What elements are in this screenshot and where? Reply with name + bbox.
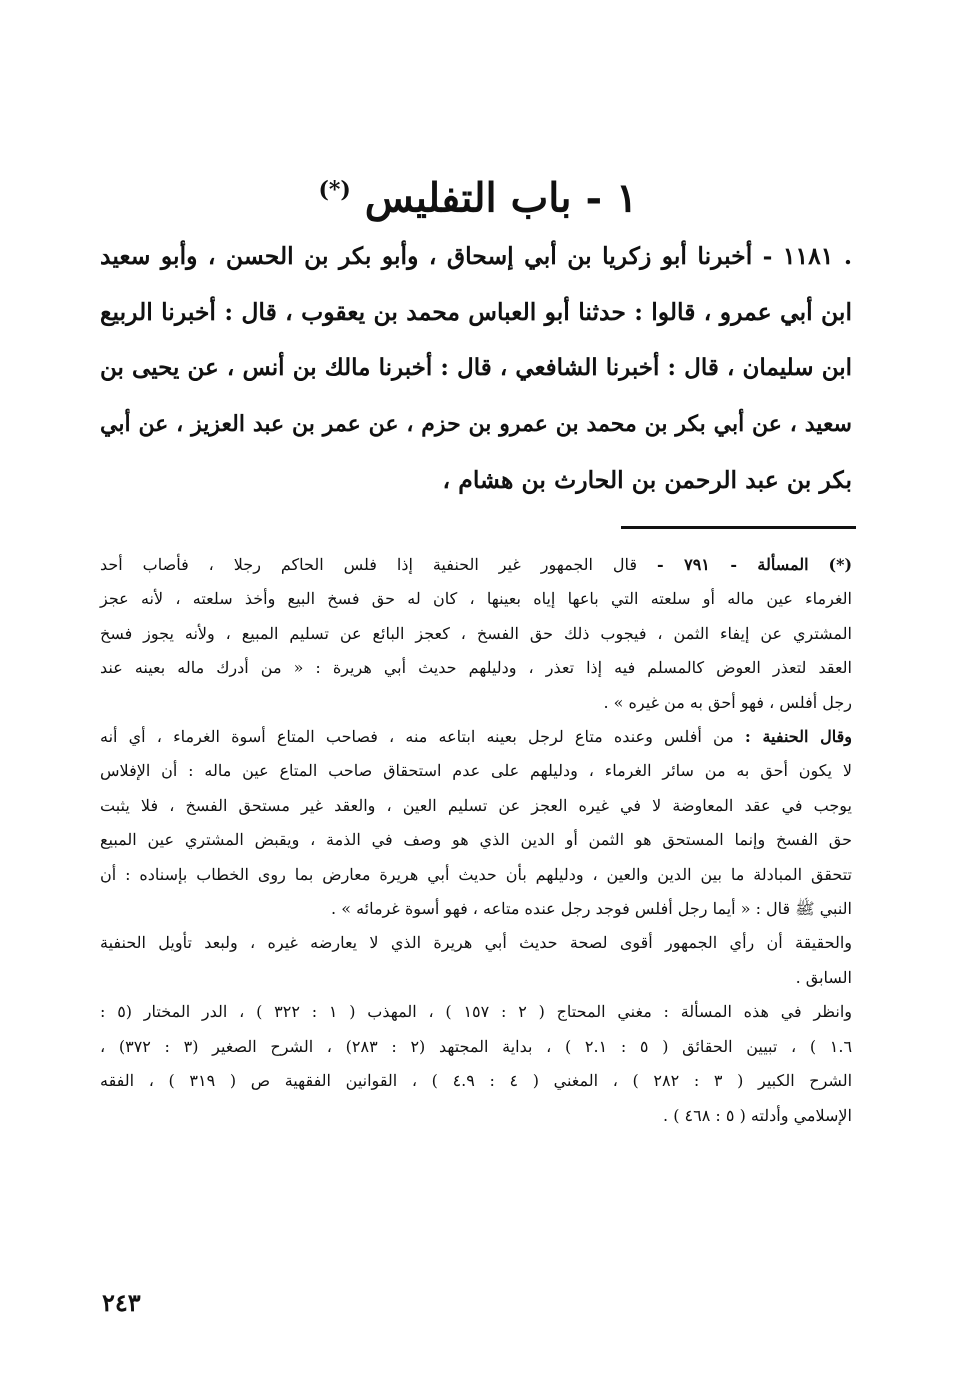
footnote-marker-ref: (*) [828, 555, 853, 574]
footnote-text: قال الجمهور غير الحنفية إذا فلس الحاكم رجلا ، فأصاب أحد [100, 555, 638, 574]
footnote-line: حق الفسخ وإنما المستحق هو الثمن أو الدين الذي هو وصف في الذمة ، ويقبض المشتري عين المبيع [100, 830, 852, 850]
hanafiyya-label: وقال الحنفية : [744, 727, 852, 747]
footnote-marker: (*) [318, 177, 351, 203]
chapter-title-text: ١ - باب التفليس [364, 174, 638, 222]
footnote-line: وانظر في هذه المسألة : مغني المحتاج ( ٢ : ١٥٧ ) ، المهذب ( ١ : ٣٢٢ ) ، الدر المختار (٥ : [100, 1002, 853, 1022]
footnote-text: من أفلس وعنده متاع لرجل بعينه ابتاعه منه ، فصاحب المتاع أسوة الغرماء ، أي أنه [100, 727, 734, 747]
hadith-line: ابن سليمان ، قال : أخبرنا الشافعي ، قال : أخبرنا مالك بن أنس ، عن يحيى بن [100, 354, 852, 381]
hadith-line: سعيد ، عن أبي بكر بن محمد بن عمرو بن حزم ، عن عمر بن عبد العزيز ، عن أبي [100, 411, 852, 437]
footnote-line: تتحقق المبادلة ما بين الدين والعين ، ودليلهم بأن حديث أبي هريرة معارض بما روى الخطاب بإسناده : أن [100, 864, 852, 884]
footnote [100, 548, 852, 1133]
footnote-line: ١.٦ ) ، تبيين الحقائق ( ٥ : ٢.١ ) ، بداية المجتهد (٢ : ٢٨٣) ، الشرح الصغير (٣ : ٣٧٢) ، [100, 1036, 853, 1056]
footnote-line: والحقيقة أن رأي الجمهور أقوى لصحة حديث أبي هريرة الذي لا يعارضه غيره ، ولبعد تأويل الحنفية [100, 933, 852, 953]
footnote-line [100, 720, 852, 754]
footnote-line: الغرماء عين ماله أو سلعته التي باعها إياه بعينها ، كان له حق فسخ البيع وأخذ سلعته ، لأنه عجز [100, 589, 852, 609]
issue-number-label: المسألة - ٧٩١ - [657, 555, 809, 574]
footnote-line: المشتري عن إيفاء الثمن ، فيجوب ذلك حق الفسخ ، كعجز البائع عن تسليم المبيع ، ولأنه يجوز فسخ [100, 623, 853, 643]
hadith-text [100, 228, 852, 508]
hadith-line: بكر بن عبد الرحمن بن الحارث بن هشام ، [442, 466, 852, 494]
footnote-line: العقد لتعذر العوض كالمسلم فيه إذا تعذر ، ودليلهم حديث أبي هريرة : « من أدرك ماله بعينه عند [100, 658, 852, 678]
hadith-line: ابن أبي عمرو ، قالوا : حدثنا أبو العباس محمد بن يعقوب ، قال : أخبرنا الربيع [100, 298, 852, 326]
chapter-title [100, 160, 856, 228]
footnote-line: رجل أفلس ، فهو أحق به من غيره » . [603, 692, 852, 712]
hadith-line: . ١١٨١ - أخبرنا أبو زكريا بن أبي إسحاق ، وأبو بكر بن الحسن ، وأبو سعيد [100, 242, 852, 270]
footnote-line: النبي ﷺ قال : « أيما رجل أفلس فوجد رجل عنده متاعه ، فهو أسوة غرمائه » . [331, 899, 852, 919]
footnote-separator [621, 526, 856, 529]
footnote-line: يوجب في عقد المعاوضة لا في غيره العجز عن تسليم العين ، والعقد غير مستحق الفسخ ، فلا يثبت [100, 795, 852, 815]
footnote-line: السابق . [795, 967, 852, 987]
page-number: ٢٤٣ [102, 1288, 141, 1317]
footnote-line: الإسلامي وأدلته ( ٥ : ٤٦٨ ) . [663, 1105, 852, 1125]
footnote-line: الشرح الكبير ( ٣ : ٢٨٢ ) ، المغني ( ٤ : ٤.٩ ) ، القوانين الفقهية ص ( ٣١٩ ) ، الفقه [100, 1071, 853, 1091]
footnote-line [100, 548, 852, 582]
footnote-line: لا يكون أحق به من سائر الغرماء ، ودليلهم على عدم استحقاق صاحب المتاع عين ماله : أن الإفلاس [100, 761, 853, 781]
